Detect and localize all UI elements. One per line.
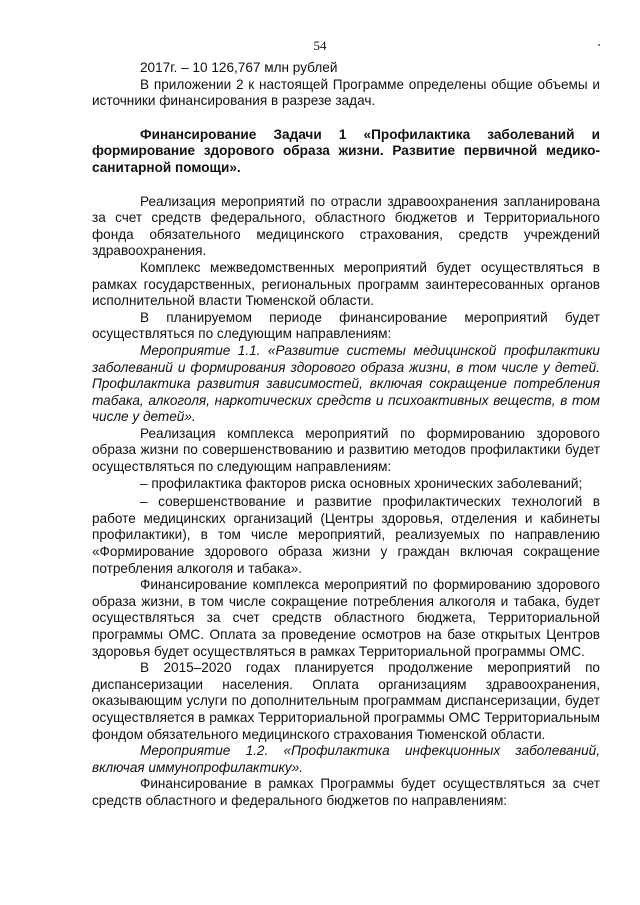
paragraph-funding-2017: 2017г. – 10 126,767 млн рублей [140, 60, 338, 75]
paragraph-planned-period: В планируемом периоде финансирование мероприятий будет осуществляться по следующим направлениям: [92, 309, 600, 342]
document-body [92, 60, 600, 810]
paragraph-dispensarization: В 2015–2020 годах планируется продолжение мероприятий по диспансеризации населения. Оплата организациям здравоохранения, оказывающим услуги по дополнительным программам диспансеризации, будет осуществляется в рамках Территориальной программы ОМС Территориальным фондом обязательного медицинского страхования Тюменской области. [92, 660, 600, 742]
paragraph-measure-1-2: Мероприятие 1.2. «Профилактика инфекционных заболеваний, включая иммунопрофилактику». [92, 743, 600, 775]
section-heading-task-1: Финансирование Задачи 1 «Профилактика заболеваний и формирование здорового образа жизни. Развитие первичной медико-санитарной помощи». [92, 126, 600, 175]
paragraph-program-funding: Финансирование в рамках Программы будет осуществляться за счет средств областного и федерального бюджетов по направлениям: [92, 776, 600, 808]
paragraph-healthy-lifestyle: Реализация комплекса мероприятий по формированию здорового образа жизни по совершенствованию и развитию методов профилактики будет осуществляться по следующим направлениям: [92, 425, 600, 475]
list-item-preventive-technologies: – совершенствование и развитие профилактических технологий в работе медицинских организаций (Центры здоровья, отделения и кабинеты профилактики), в том числе мероприятий, реализуемых по направлению «Формирование здорового образа жизни у граждан включая сокращение потребления алкоголя и табака». [92, 494, 600, 576]
list-item-risk-factors: – профилактика факторов риска основных хронических заболеваний; [140, 475, 583, 491]
scan-dot [598, 44, 600, 46]
page-number: 54 [313, 38, 327, 53]
paragraph-measure-1-1: Мероприятие 1.1. «Развитие системы медицинской профилактики заболеваний и формирования здорового образа жизни, в том числе у детей. Профилактика развития зависимостей, включая сокращение потребления табака, алкоголя, наркотических средств и психоактивных веществ, в том числе у детей». [92, 342, 600, 425]
paragraph-funding-complex: Финансирование комплекса мероприятий по формированию здорового образа жизни, в том числе сокращение потребления алкоголя и табака, будет осуществляться за счет средств областного бюджета, Территориальной программы ОМС. Оплата за проведение осмотров на базе открытых Центров здоровья будет осуществляться в рамках Территориальной программы ОМС. [92, 577, 600, 659]
paragraph-interagency-complex: Комплекс межведомственных мероприятий будет осуществляться в рамках государственных, региональных программ заинтересованных органов исполнительной власти Тюменской области. [92, 259, 600, 309]
paragraph-appendix-reference: В приложении 2 к настоящей Программе определены общие объемы и источники финансирования в разрезе задач. [92, 76, 600, 109]
paragraph-implementation-sources: Реализация мероприятий по отрасли здравоохранения запланирована за счет средств федерального, областного бюджетов и Территориального фонда обязательного медицинского страхования, средств учреждений здравоохранения. [92, 193, 600, 259]
